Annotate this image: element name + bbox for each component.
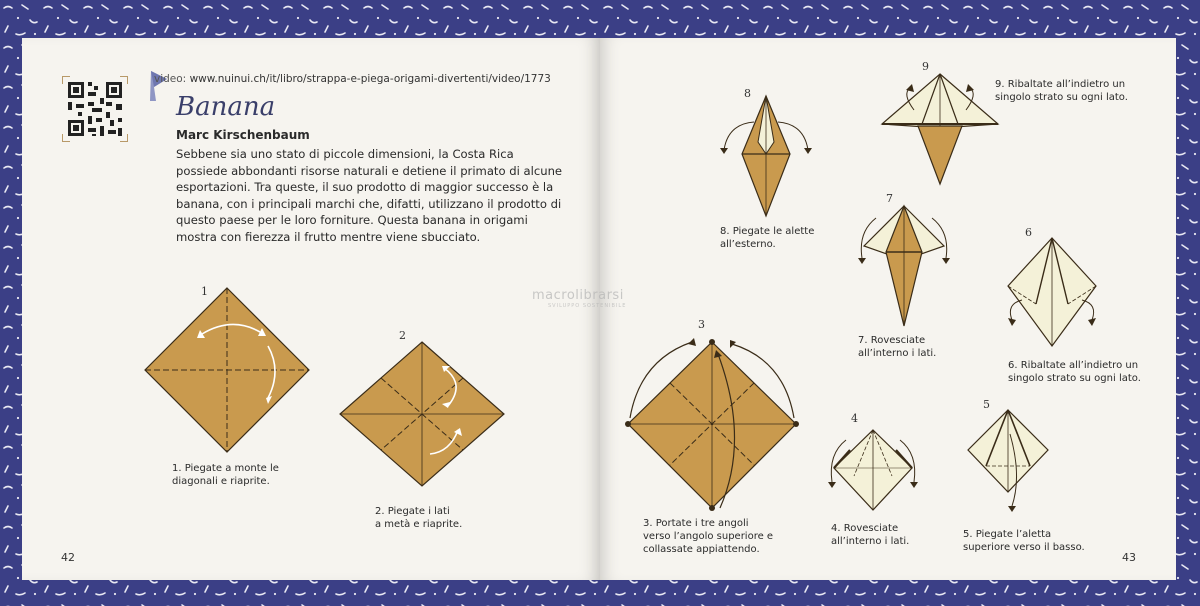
step-1-diagram xyxy=(142,286,312,456)
step-8-diagram xyxy=(718,94,814,218)
step-2-number: 2 xyxy=(399,329,406,342)
step-5-number: 5 xyxy=(983,398,990,411)
step-1-number: 1 xyxy=(201,285,208,298)
step-7-caption: 7. Rovesciate all’interno i lati. xyxy=(858,335,937,359)
video-link[interactable] xyxy=(154,72,551,86)
step-5-diagram xyxy=(960,406,1056,516)
page-title: Banana xyxy=(176,92,276,122)
step-7-diagram xyxy=(856,202,952,330)
step-6-number: 6 xyxy=(1025,226,1032,239)
step-3-diagram xyxy=(620,330,804,520)
step-8-number: 8 xyxy=(744,87,751,100)
author-name: Marc Kirschenbaum xyxy=(176,128,310,142)
qr-code-icon[interactable] xyxy=(62,76,128,142)
step-6-caption: 6. Ribaltate all’indietro un singolo strato su ogni lato. xyxy=(1008,360,1141,384)
step-3-caption: 3. Portate i tre angoli verso l’angolo superiore e collassate appiattendo. xyxy=(643,518,774,555)
step-1-caption: 1. Piegate a monte le diagonali e riaprite. xyxy=(172,463,279,487)
step-9-diagram xyxy=(878,70,1002,186)
watermark-subtext: SVILUPPO SOSTENIBILE xyxy=(548,303,627,309)
video-url[interactable]: www.nuinui.ch/it/libro/strappa-e-piega-origami-divertenti/video/1773 xyxy=(189,73,551,85)
step-6-diagram xyxy=(1000,234,1104,352)
step-4-caption: 4. Rovesciate all’interno i lati. xyxy=(831,523,910,547)
intro-paragraph: Sebbene sia uno stato di piccole dimensioni, la Costa Rica possiede abbondanti risorse naturali e detiene il primato di alcune esportazioni. Tra queste, il suo prodotto di maggior successo è la banana, con i principali marchi che, difatti, utilizzano il prodotto di questo paese per le loro forniture. Questa banana in origami mostra con fierezza il frutto mentre viene sbucciato. xyxy=(176,147,563,244)
watermark-text: macrolibrarsi xyxy=(532,288,624,303)
step-7-number: 7 xyxy=(886,192,893,205)
page-number-right: 43 xyxy=(1122,551,1136,564)
step-8-caption: 8. Piegate le alette all’esterno. xyxy=(720,226,815,250)
video-label: video: xyxy=(154,73,187,85)
step-9-caption: 9. Ribaltate all’indietro un singolo strato su ogni lato. xyxy=(995,79,1128,103)
step-9-number: 9 xyxy=(922,60,929,73)
step-4-number: 4 xyxy=(851,412,858,425)
step-2-caption: 2. Piegate i lati a metà e riaprite. xyxy=(375,506,463,530)
step-2-diagram xyxy=(338,340,506,490)
step-3-number: 3 xyxy=(698,318,705,331)
step-5-caption: 5. Piegate l’aletta superiore verso il basso. xyxy=(963,529,1085,553)
step-4-diagram xyxy=(826,424,920,516)
page-number-left: 42 xyxy=(61,551,75,564)
